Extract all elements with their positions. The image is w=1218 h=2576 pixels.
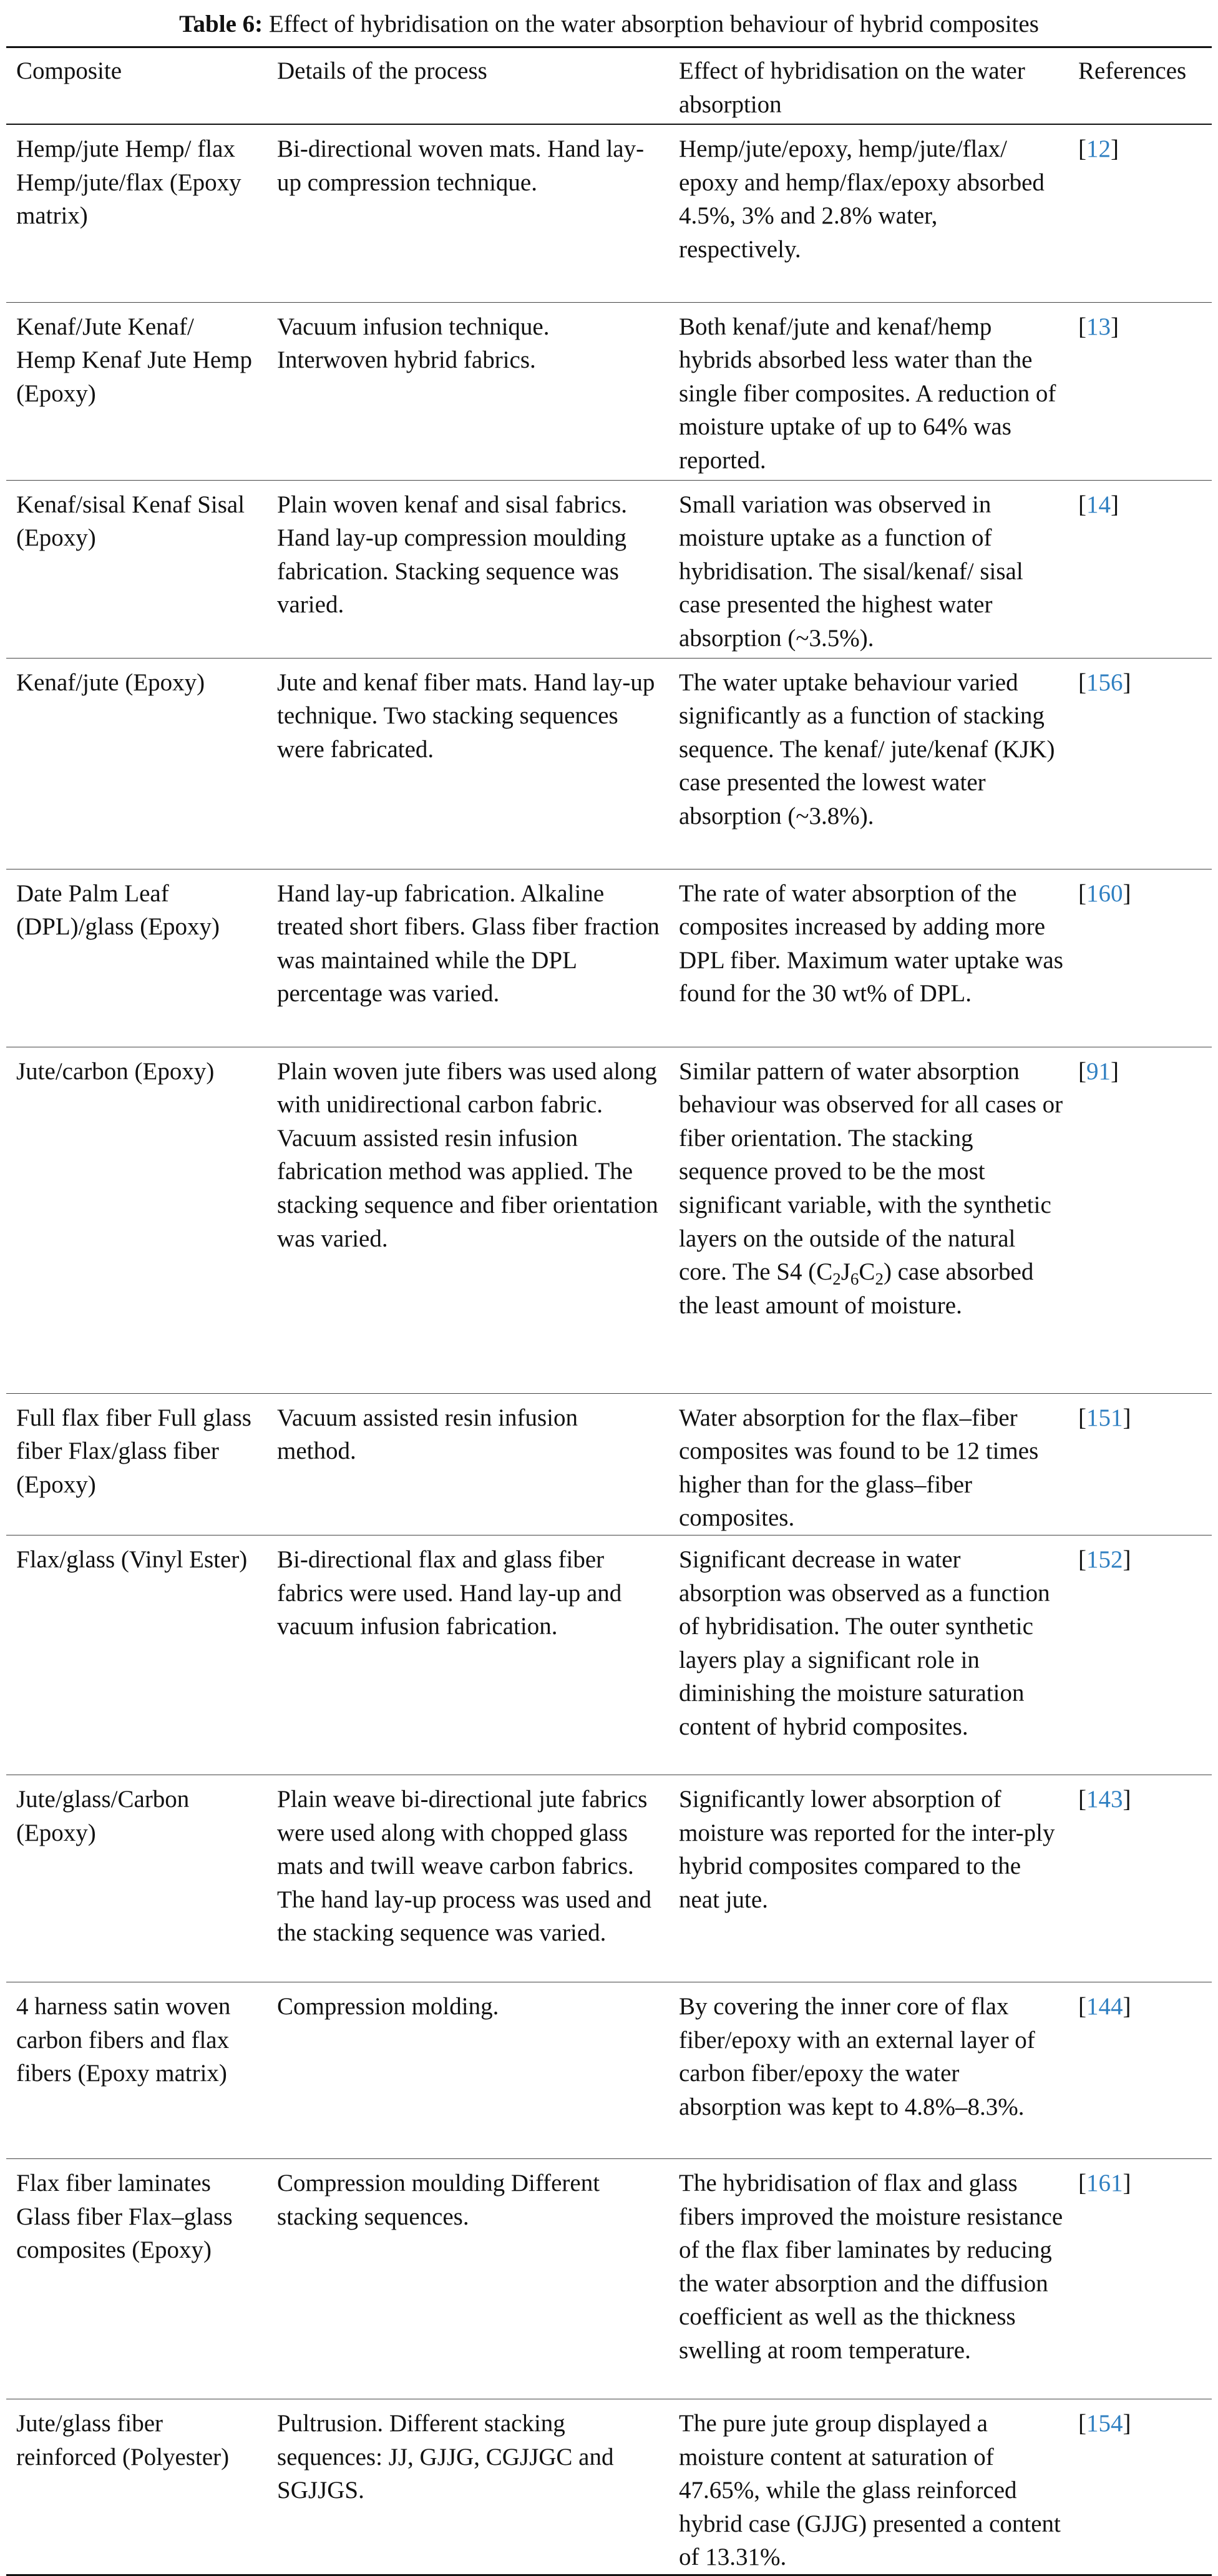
table-row <box>6 1393 1212 1535</box>
cell-effect: Hemp/jute/epoxy, hemp/jute/flax/ epoxy and hemp/flax/epoxy absorbed 4.5%, 3% and 2.8% water, respectively. <box>679 135 1045 263</box>
cell-composite: Jute/carbon (Epoxy) <box>16 1057 215 1085</box>
subscript: 2 <box>875 1270 884 1289</box>
table-header-row <box>6 47 1212 125</box>
reference-link[interactable]: 152 <box>1086 1546 1123 1574</box>
table-row <box>6 302 1212 480</box>
effect-text-end: ) case absorbed the least amount of moisture. <box>679 1258 1034 1319</box>
table-row <box>6 2399 1212 2575</box>
cell-reference: [91] <box>1078 1057 1119 1085</box>
reference-link[interactable]: 144 <box>1086 1993 1123 2020</box>
cell-process: Plain weave bi-directional jute fabrics were used along with chopped glass mats and twill weave carbon fabrics. The hand lay-up process was used and the stacking sequence was varied. <box>277 1786 651 1947</box>
cell-reference: [12] <box>1078 135 1119 163</box>
reference-link[interactable]: 156 <box>1086 668 1123 696</box>
cell-effect: Water absorption for the flax–fiber composites was found to be 12 times higher than for the glass–fiber composites. <box>679 1404 1039 1532</box>
cell-process: Plain woven jute fibers was used along with unidirectional carbon fabric. Vacuum assisted resin infusion fabrication method was applied. The stacking sequence and fiber orientation was varied. <box>277 1057 658 1252</box>
cell-process: Pultrusion. Different stacking sequences: JJ, GJJG, CGJJGC and SGJJGS. <box>277 2410 614 2504</box>
cell-process: Hand lay-up fabrication. Alkaline treated short fibers. Glass fiber fraction was maintained while the DPL percentage was varied. <box>277 879 660 1007</box>
cell-effect: The water uptake behaviour varied significantly as a function of stacking sequence. The kenaf/ jute/kenaf (KJK) case presented the lowest water absorption (~3.8%). <box>679 668 1055 830</box>
cell-reference: [152] <box>1078 1546 1131 1574</box>
table-caption-text: Effect of hybridisation on the water absorption behaviour of hybrid composites <box>268 11 1039 37</box>
cell-reference: [156] <box>1078 668 1131 696</box>
cell-composite: Jute/glass/Carbon (Epoxy) <box>16 1786 190 1846</box>
cell-reference: [160] <box>1078 879 1131 907</box>
cell-composite: Kenaf/sisal Kenaf Sisal (Epoxy) <box>16 491 245 552</box>
cell-effect: The pure jute group displayed a moisture content at saturation of 47.65%, while the glass reinforced hybrid case (GJJG) presented a content of 13.31%. <box>679 2410 1061 2571</box>
cell-effect: The hybridisation of flax and glass fibers improved the moisture resistance of the flax fiber laminates by reducing the water absorption and the diffusion coefficient as well as the thickness swelling at room temperature. <box>679 2170 1063 2364</box>
reference-link[interactable]: 12 <box>1086 135 1111 163</box>
cell-process: Compression molding. <box>277 1993 499 2020</box>
reference-link[interactable]: 14 <box>1086 491 1111 518</box>
header-composite: Composite <box>16 57 122 84</box>
header-process: Details of the process <box>277 57 487 84</box>
cell-process: Jute and kenaf fiber mats. Hand lay-up technique. Two stacking sequences were fabricated. <box>277 668 655 763</box>
effect-text-part: J <box>840 1258 850 1286</box>
cell-reference: [154] <box>1078 2410 1131 2437</box>
cell-effect: Significantly lower absorption of moisture was reported for the inter-ply hybrid composites compared to the neat jute. <box>679 1786 1055 1913</box>
effect-text-start: Similar pattern of water absorption behaviour was observed for all cases or fiber orientation. The stacking sequence proved to be the most significant variable, with the synthetic layers on the outside of the natural core. The S4 (C <box>679 1057 1063 1286</box>
table-header <box>6 47 1212 125</box>
effect-text-part: C <box>859 1258 875 1286</box>
cell-composite: Kenaf/jute (Epoxy) <box>16 668 205 696</box>
table-row <box>6 1775 1212 1982</box>
cell-effect: By covering the inner core of flax fiber/epoxy with an external layer of carbon fiber/epoxy the water absorption was kept to 4.8%–8.3%. <box>679 1993 1035 2120</box>
cell-effect: Both kenaf/jute and kenaf/hemp hybrids absorbed less water than the single fiber composites. A reduction of moisture uptake of up to 64% was reported. <box>679 313 1056 474</box>
table-body <box>6 124 1212 2575</box>
table-row <box>6 1535 1212 1775</box>
table-caption-label: Table 6: <box>179 11 263 37</box>
table-row <box>6 480 1212 658</box>
table-row <box>6 124 1212 302</box>
cell-effect <box>666 1047 1068 1393</box>
table-row <box>6 869 1212 1047</box>
table-row <box>6 1982 1212 2159</box>
cell-effect: The rate of water absorption of the composites increased by adding more DPL fiber. Maximum water uptake was found for the 30 wt% of DPL. <box>679 879 1063 1007</box>
reference-link[interactable]: 13 <box>1086 313 1111 340</box>
cell-composite: Kenaf/Jute Kenaf/ Hemp Kenaf Jute Hemp (Epoxy) <box>16 313 252 407</box>
table-row <box>6 658 1212 869</box>
hybridisation-table <box>6 46 1212 2576</box>
cell-reference: [143] <box>1078 1786 1131 1813</box>
cell-process: Vacuum infusion technique. Interwoven hybrid fabrics. <box>277 313 550 374</box>
cell-composite: Jute/glass fiber reinforced (Polyester) <box>16 2410 230 2471</box>
cell-effect: Significant decrease in water absorption was observed as a function of hybridisation. The outer synthetic layers play a significant role in diminishing the moisture saturation content of hybrid composites. <box>679 1546 1050 1741</box>
cell-reference: [151] <box>1078 1404 1131 1431</box>
cell-composite: 4 harness satin woven carbon fibers and flax fibers (Epoxy matrix) <box>16 1993 231 2087</box>
cell-reference: [161] <box>1078 2170 1131 2197</box>
reference-link[interactable]: 91 <box>1086 1057 1111 1085</box>
reference-link[interactable]: 160 <box>1086 879 1123 907</box>
reference-link[interactable]: 161 <box>1086 2170 1123 2197</box>
cell-process: Compression moulding Different stacking sequences. <box>277 2170 600 2230</box>
cell-composite: Hemp/jute Hemp/ flax Hemp/jute/flax (Epoxy matrix) <box>16 135 241 230</box>
table-caption <box>6 0 1212 46</box>
cell-reference: [14] <box>1078 491 1119 518</box>
header-effect: Effect of hybridisation on the water absorption <box>679 57 1025 118</box>
cell-process: Bi-directional flax and glass fiber fabrics were used. Hand lay-up and vacuum infusion fabrication. <box>277 1546 622 1640</box>
table-row <box>6 1047 1212 1393</box>
reference-link[interactable]: 151 <box>1086 1404 1123 1431</box>
reference-link[interactable]: 143 <box>1086 1786 1123 1813</box>
cell-composite: Flax fiber laminates Glass fiber Flax–glass composites (Epoxy) <box>16 2170 233 2264</box>
cell-reference: [144] <box>1078 1993 1131 2020</box>
cell-process: Bi-directional woven mats. Hand lay-up compression technique. <box>277 135 645 196</box>
subscript: 6 <box>850 1270 859 1289</box>
cell-composite: Full flax fiber Full glass fiber Flax/glass fiber (Epoxy) <box>16 1404 251 1498</box>
table-row <box>6 2159 1212 2399</box>
cell-process: Vacuum assisted resin infusion method. <box>277 1404 578 1465</box>
cell-composite: Date Palm Leaf (DPL)/glass (Epoxy) <box>16 879 220 941</box>
subscript: 2 <box>832 1270 841 1289</box>
reference-link[interactable]: 154 <box>1086 2410 1123 2437</box>
cell-composite: Flax/glass (Vinyl Ester) <box>16 1546 248 1574</box>
cell-reference: [13] <box>1078 313 1119 340</box>
header-references: References <box>1078 57 1187 84</box>
cell-process: Plain woven kenaf and sisal fabrics. Hand lay-up compression moulding fabrication. Stacking sequence was varied. <box>277 491 628 619</box>
cell-effect: Small variation was observed in moisture uptake as a function of hybridisation. The sisal/kenaf/ sisal case presented the highest water absorption (~3.5%). <box>679 491 1023 652</box>
